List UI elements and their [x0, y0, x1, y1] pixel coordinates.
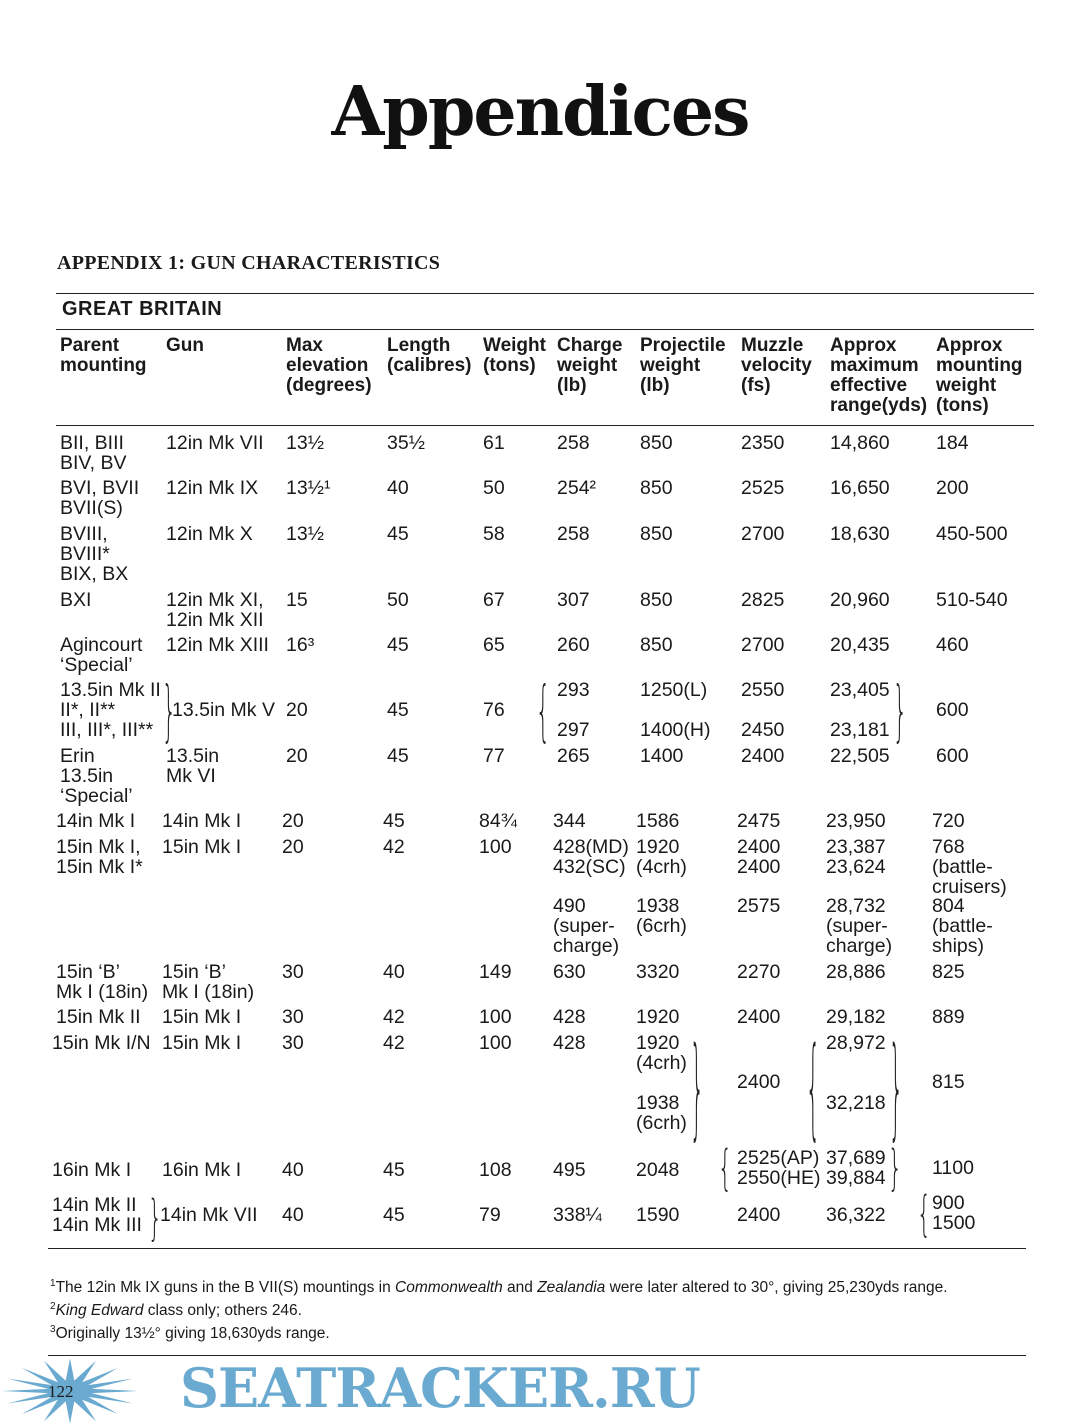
cell-max-elevation: 40: [282, 1204, 304, 1226]
cell-muzzle-velocity: 2350: [741, 432, 785, 454]
cell-max-elevation: 13½: [286, 523, 324, 545]
cell-max-range: 28,972 32,218: [826, 1032, 886, 1114]
divider: [48, 1248, 1026, 1249]
cell-muzzle-velocity: 2700: [741, 634, 785, 656]
cell-mounting-weight: 889: [932, 1006, 965, 1028]
ship-name: Commonwealth: [395, 1279, 503, 1297]
cell-max-elevation: 13½: [286, 432, 324, 454]
cell-max-range: 18,630: [830, 523, 890, 545]
cell-weight: 77: [483, 745, 505, 767]
cell-charge-weight: 254²: [557, 477, 597, 499]
cell-projectile-weight: 2048: [636, 1159, 680, 1181]
cell-muzzle-velocity: 2400: [737, 1071, 781, 1093]
cell-charge-weight: 344: [553, 810, 586, 832]
cell-projectile-weight: 1586: [636, 810, 680, 832]
ship-name: Zealandia: [537, 1279, 606, 1297]
column-header-projectile-weight: Projectile weight (lb): [640, 335, 726, 396]
footnote-text: were later altered to 30°, giving 25,230yds range.: [605, 1279, 948, 1297]
cell-charge-weight: 428: [553, 1032, 586, 1054]
cell-max-range: 16,650: [830, 477, 890, 499]
cell-gun: 13.5in Mk VI: [166, 745, 220, 787]
cell-muzzle-velocity: 2825: [741, 589, 785, 611]
column-header-mounting-weight: Approx mounting weight (tons): [936, 335, 1023, 416]
right-brace-icon: }: [148, 1192, 162, 1247]
cell-gun: 15in Mk I: [162, 1006, 242, 1028]
cell-length: 45: [387, 634, 409, 656]
cell-max-range: 36,322: [826, 1204, 886, 1226]
cell-parent-mounting: 15in Mk I, 15in Mk I*: [56, 836, 143, 878]
cell-length: 45: [383, 1159, 405, 1181]
cell-length: 42: [383, 1006, 405, 1028]
footnote-text: The 12in Mk IX guns in the B VII(S) mountings in: [55, 1279, 396, 1297]
cell-length: 40: [387, 477, 409, 499]
cell-parent-mounting: 15in Mk II: [56, 1006, 141, 1028]
cell-muzzle-velocity: 2525(AP) 2550(HE): [737, 1147, 821, 1189]
footnote-text: class only; others 246.: [143, 1302, 302, 1320]
cell-max-elevation: 20: [286, 745, 308, 767]
page-title: Appendices: [331, 72, 749, 152]
cell-projectile-weight: 850: [640, 589, 673, 611]
cell-weight: 67: [483, 589, 505, 611]
cell-mounting-weight: 900 1500: [932, 1192, 976, 1234]
cell-max-range: 28,732 (super- charge): [826, 895, 893, 957]
cell-parent-mounting: BII, BIII BIV, BV: [60, 432, 127, 474]
right-brace-icon: }: [162, 676, 176, 751]
cell-parent-mounting: Erin 13.5in ‘Special’: [60, 745, 133, 807]
column-header-gun: Gun: [166, 335, 204, 356]
cell-mounting-weight: 184: [936, 432, 969, 454]
cell-max-elevation: 20: [286, 699, 308, 721]
divider: [56, 425, 1034, 426]
cell-projectile-weight: 1920: [636, 1006, 680, 1028]
cell-length: 42: [383, 836, 405, 858]
appendix-heading: APPENDIX 1: GUN CHARACTERISTICS: [57, 252, 441, 274]
cell-gun: 15in Mk I: [162, 836, 242, 858]
cell-gun: 15in Mk I: [162, 1032, 242, 1054]
cell-weight: 100: [479, 1006, 512, 1028]
cell-max-range: 20,435: [830, 634, 890, 656]
cell-muzzle-velocity: 2400: [737, 1204, 781, 1226]
cell-max-range: 37,689 39,884: [826, 1147, 886, 1189]
cell-gun: 15in ‘B’ Mk I (18in): [162, 961, 255, 1003]
cell-max-range: 29,182: [826, 1006, 886, 1028]
cell-muzzle-velocity: 2270: [737, 961, 781, 983]
right-brace-icon: }: [888, 1142, 902, 1197]
ship-name: King Edward: [55, 1302, 144, 1320]
cell-charge-weight: 307: [557, 589, 590, 611]
cell-mounting-weight: 815: [932, 1071, 965, 1093]
cell-max-elevation: 30: [282, 961, 304, 983]
cell-parent-mounting: 14in Mk I: [56, 810, 136, 832]
divider: [56, 329, 1034, 330]
cell-parent-mounting: BXI: [60, 589, 92, 611]
cell-mounting-weight: 510-540: [936, 589, 1008, 611]
footnote-mark: 2: [50, 1301, 56, 1313]
divider: [56, 293, 1034, 294]
cell-mounting-weight: 1100: [932, 1157, 974, 1179]
cell-weight: 100: [479, 1032, 512, 1054]
cell-parent-mounting: BVI, BVII BVII(S): [60, 477, 140, 519]
cell-projectile-weight: 1590: [636, 1204, 680, 1226]
cell-weight: 61: [483, 432, 505, 454]
cell-charge-weight: 338¼: [553, 1204, 602, 1226]
cell-projectile-weight: 3320: [636, 961, 680, 983]
cell-projectile-weight: 1920 (4crh): [636, 836, 687, 878]
cell-length: 42: [383, 1032, 405, 1054]
cell-weight: 79: [479, 1204, 501, 1226]
cell-max-elevation: 30: [282, 1006, 304, 1028]
cell-mounting-weight: 804 (battle- ships): [932, 895, 993, 957]
cell-charge-weight: 258: [557, 523, 590, 545]
cell-charge-weight: 428: [553, 1006, 586, 1028]
cell-parent-mounting: 13.5in Mk II II*, II** III, III*, III**: [60, 679, 161, 741]
left-brace-icon: {: [917, 1188, 931, 1243]
right-brace-icon: }: [893, 676, 907, 751]
cell-mounting-weight: 450-500: [936, 523, 1008, 545]
footnote-2: [50, 1297, 1040, 1320]
left-brace-icon: {: [806, 1030, 820, 1155]
cell-charge-weight: 293 297: [557, 679, 590, 741]
cell-muzzle-velocity: 2525: [741, 477, 785, 499]
country-heading: GREAT BRITAIN: [62, 298, 223, 320]
cell-length: 35½: [387, 432, 425, 454]
cell-projectile-weight: 850: [640, 523, 673, 545]
cell-weight: 65: [483, 634, 505, 656]
cell-weight: 100: [479, 836, 512, 858]
column-header-max-range: Approx maximum effective range(yds): [830, 335, 928, 416]
cell-muzzle-velocity: 2400 2400: [737, 836, 781, 878]
cell-parent-mounting: 14in Mk II 14in Mk III: [52, 1194, 142, 1236]
cell-length: 45: [387, 745, 409, 767]
cell-weight: 84¾: [479, 810, 517, 832]
cell-mounting-weight: 200: [936, 477, 969, 499]
cell-projectile-weight: 1920 (4crh) 1938 (6crh): [636, 1032, 687, 1134]
cell-muzzle-velocity: 2550 2450: [741, 679, 785, 741]
cell-charge-weight: 495: [553, 1159, 586, 1181]
cell-gun: 12in Mk XI, 12in Mk XII: [166, 589, 264, 631]
left-brace-icon: {: [536, 676, 550, 751]
cell-parent-mounting: 16in Mk I: [52, 1159, 132, 1181]
cell-gun: 16in Mk I: [162, 1159, 242, 1181]
cell-charge-weight: 428(MD) 432(SC): [553, 836, 629, 878]
cell-max-range: 23,405 23,181: [830, 679, 890, 741]
cell-max-range: 28,886: [826, 961, 886, 983]
cell-length: 45: [383, 1204, 405, 1226]
cell-projectile-weight: 850: [640, 477, 673, 499]
cell-max-elevation: 30: [282, 1032, 304, 1054]
cell-charge-weight: 630: [553, 961, 586, 983]
cell-gun: 14in Mk VII: [160, 1204, 258, 1226]
column-header-parent-mounting: Parent mounting: [60, 335, 147, 376]
right-brace-icon: }: [690, 1030, 704, 1155]
column-header-weight: Weight (tons): [483, 335, 546, 376]
cell-parent-mounting: BVIII, BVIII* BIX, BX: [60, 523, 129, 585]
footnote-mark: 1: [50, 1278, 56, 1289]
footnote-text: and: [502, 1279, 538, 1297]
cell-max-range: 23,950: [826, 810, 886, 832]
page-number: 122: [48, 1382, 74, 1401]
cell-max-range: 20,960: [830, 589, 890, 611]
footnote-1: [50, 1274, 1040, 1297]
cell-mounting-weight: 768 (battle- cruisers): [932, 836, 1007, 898]
cell-charge-weight: 490 (super- charge): [553, 895, 620, 957]
right-brace-icon: }: [889, 1030, 903, 1155]
cell-max-range: 14,860: [830, 432, 890, 454]
cell-weight: 108: [479, 1159, 512, 1181]
footnote-mark: 3: [50, 1324, 56, 1336]
cell-mounting-weight: 600: [936, 745, 969, 767]
footnote-text: Originally 13½° giving 18,630yds range.: [55, 1325, 330, 1343]
cell-projectile-weight: 850: [640, 432, 673, 454]
cell-max-elevation: 13½¹: [286, 477, 331, 499]
cell-parent-mounting: 15in ‘B’ Mk I (18in): [56, 961, 149, 1003]
left-brace-icon: {: [718, 1142, 732, 1197]
column-header-muzzle-velocity: Muzzle velocity (fs): [741, 335, 812, 396]
cell-gun: 13.5in Mk V: [172, 699, 275, 721]
cell-mounting-weight: 825: [932, 961, 965, 983]
cell-max-elevation: 20: [282, 836, 304, 858]
cell-max-elevation: 40: [282, 1159, 304, 1181]
cell-muzzle-velocity: 2700: [741, 523, 785, 545]
cell-length: 50: [387, 589, 409, 611]
cell-projectile-weight: 1938 (6crh): [636, 895, 687, 937]
cell-length: 40: [383, 961, 405, 983]
cell-parent-mounting: Agincourt ‘Special’: [60, 634, 143, 676]
column-header-charge-weight: Charge weight (lb): [557, 335, 623, 396]
footnotes: [50, 1274, 1040, 1343]
cell-projectile-weight: 1250(L) 1400(H): [640, 679, 711, 741]
cell-max-range: 22,505: [830, 745, 890, 767]
cell-length: 45: [387, 523, 409, 545]
cell-muzzle-velocity: 2400: [741, 745, 785, 767]
cell-weight: 58: [483, 523, 505, 545]
cell-gun: 12in Mk XIII: [166, 634, 269, 656]
cell-gun: 12in Mk X: [166, 523, 253, 545]
cell-max-elevation: 15: [286, 589, 308, 611]
cell-mounting-weight: 600: [936, 699, 969, 721]
cell-mounting-weight: 720: [932, 810, 965, 832]
cell-muzzle-velocity: 2400: [737, 1006, 781, 1028]
cell-parent-mounting: 15in Mk I/N: [52, 1032, 151, 1054]
cell-weight: 149: [479, 961, 512, 983]
column-header-max-elevation: Max elevation (degrees): [286, 335, 372, 396]
cell-muzzle-velocity: 2475: [737, 810, 781, 832]
cell-muzzle-velocity: 2575: [737, 895, 781, 917]
cell-max-elevation: 20: [282, 810, 304, 832]
cell-max-elevation: 16³: [286, 634, 315, 656]
footnote-3: [50, 1320, 1040, 1343]
cell-gun: 12in Mk VII: [166, 432, 264, 454]
cell-weight: 50: [483, 477, 505, 499]
cell-charge-weight: 260: [557, 634, 590, 656]
cell-max-range: 23,387 23,624: [826, 836, 886, 878]
cell-length: 45: [387, 699, 409, 721]
column-header-length: Length (calibres): [387, 335, 472, 376]
cell-mounting-weight: 460: [936, 634, 969, 656]
cell-length: 45: [383, 810, 405, 832]
cell-projectile-weight: 1400: [640, 745, 684, 767]
cell-weight: 76: [483, 699, 505, 721]
cell-projectile-weight: 850: [640, 634, 673, 656]
cell-gun: 12in Mk IX: [166, 477, 259, 499]
watermark-logo: SEATRACKER.RU: [180, 1356, 700, 1420]
cell-charge-weight: 265: [557, 745, 590, 767]
cell-charge-weight: 258: [557, 432, 590, 454]
cell-gun: 14in Mk I: [162, 810, 242, 832]
